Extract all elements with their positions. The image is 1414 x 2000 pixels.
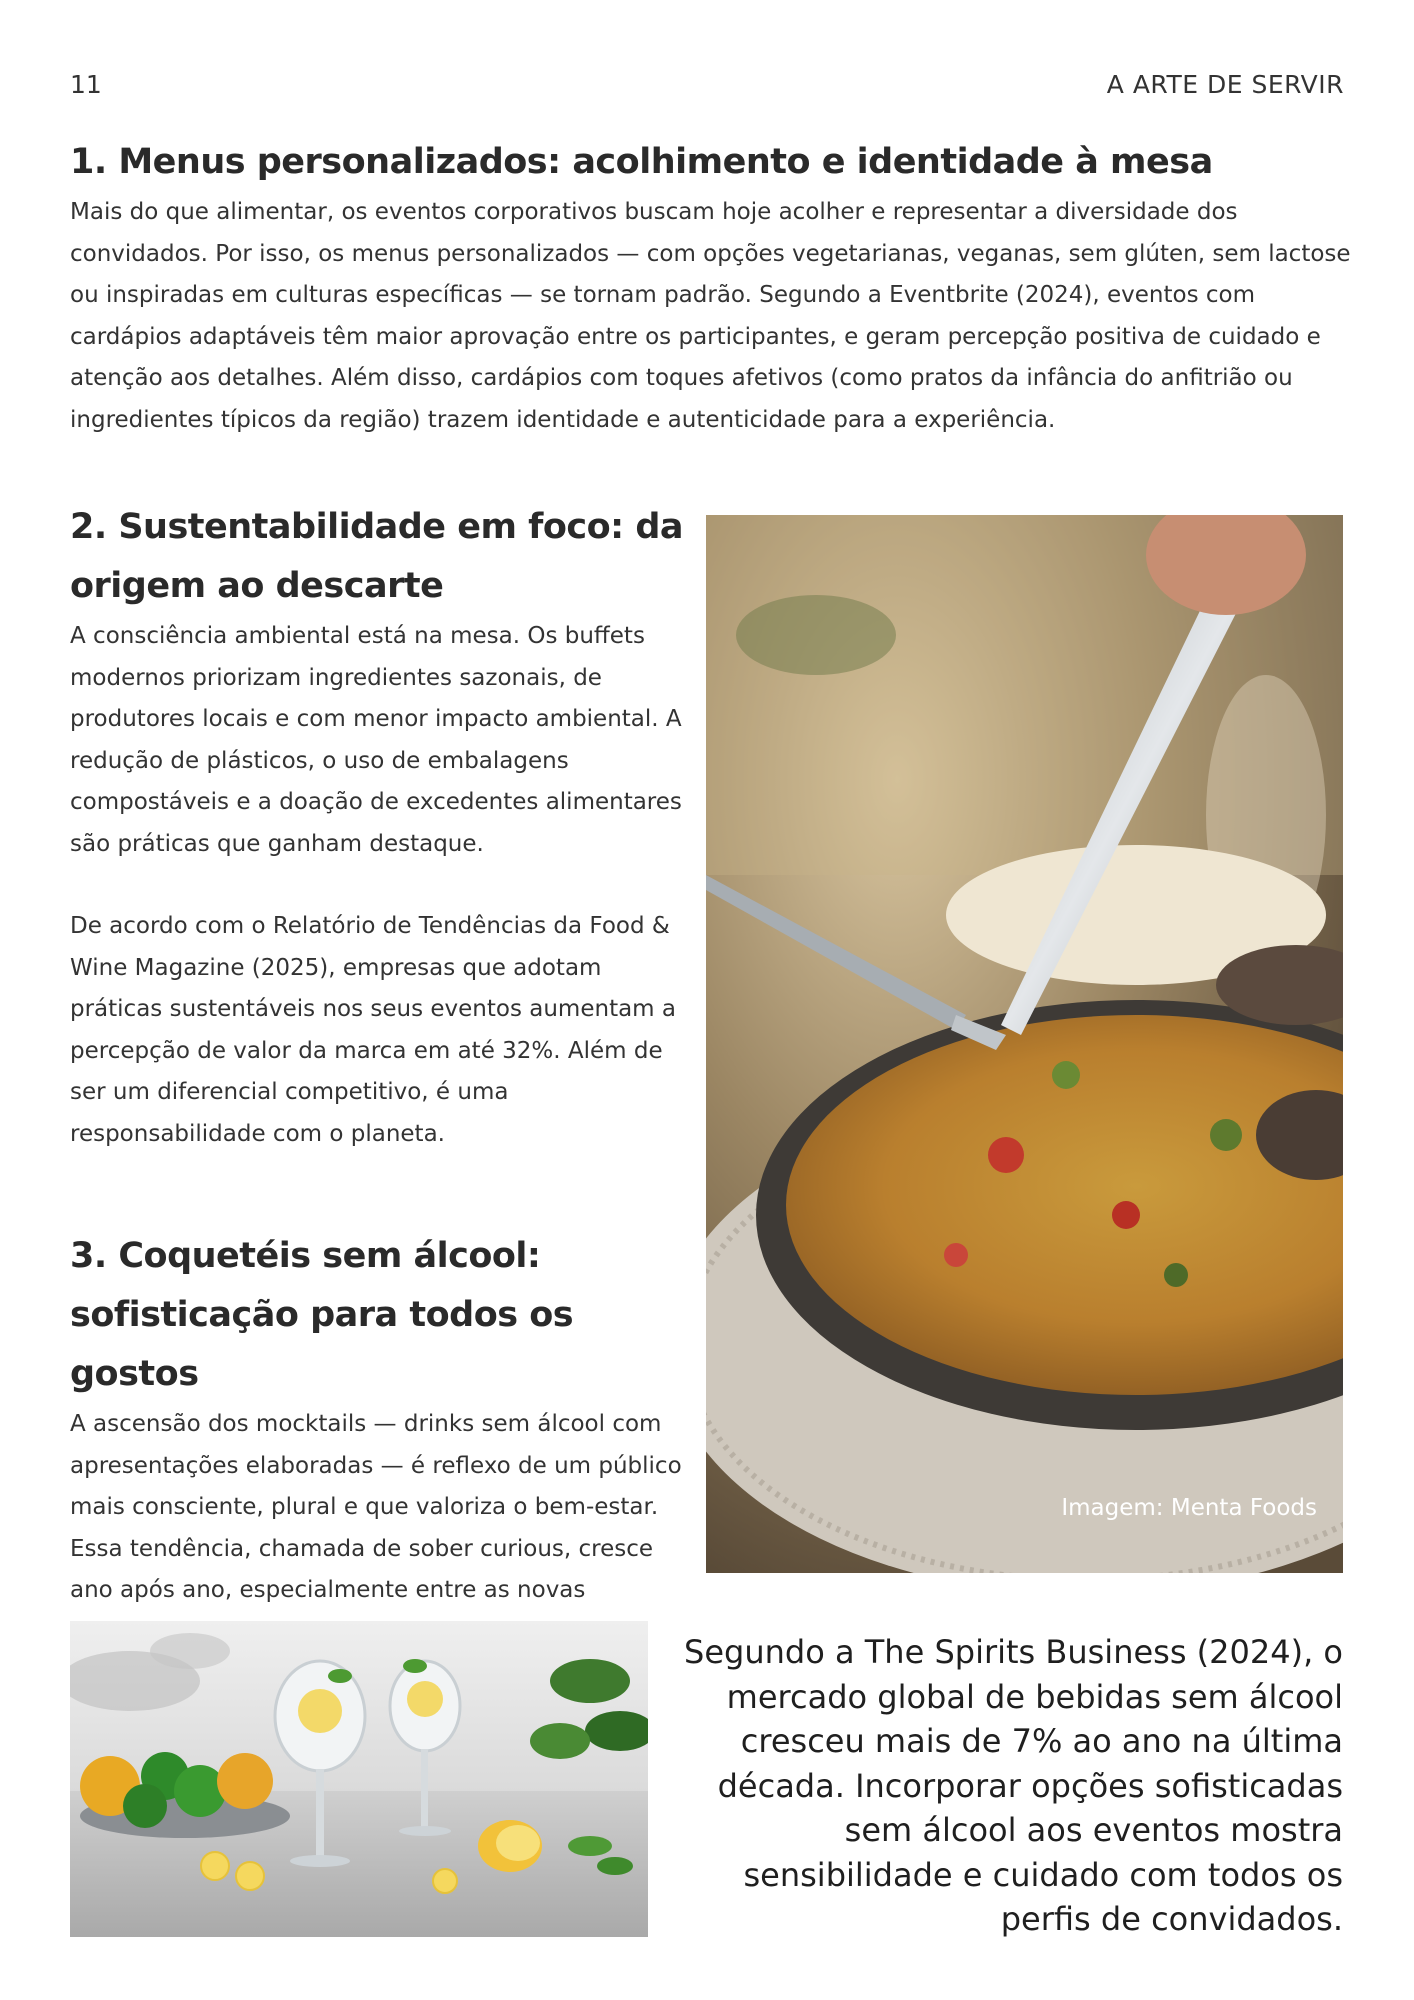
- section-3-body: A ascensão dos mocktails — drinks sem álcool com apresentações elaboradas — é reflexo de um público mais consciente, plural e que valoriza o bem-estar. Essa tendência, chamada de sober curious, cresce ano após ano, especialmente entre as novas: [70, 1411, 682, 1603]
- section-coqueteis-sem-alcool: [70, 1227, 690, 1653]
- pull-quote: Segundo a The Spirits Business (2024), o mercado global de bebidas sem álcool cresceu mais de 7% ao ano na última década. Incorporar opções sofisticadas sem álcool aos eventos mostra sensibilidade e cuidado com todos os perfis de convidados.: [684, 1633, 1343, 1938]
- page-number: 11: [70, 70, 102, 99]
- section-sustentabilidade: [70, 498, 690, 1155]
- food-photo: [706, 515, 1343, 1573]
- section-3-title-line-2: sofisticação para todos os gostos: [70, 1295, 574, 1394]
- section-1-title: 1. Menus personalizados: acolhimento e identidade à mesa: [70, 142, 1213, 182]
- mocktail-photo-illustration: [70, 1621, 648, 1937]
- section-2-title-line-1: 2. Sustentabilidade em foco: da: [70, 507, 684, 547]
- running-header: A ARTE DE SERVIR: [1106, 70, 1344, 99]
- section-1-body: Mais do que alimentar, os eventos corporativos buscam hoje acolher e representar a diversidade dos convidados. Por isso, os menus personalizados — com opções vegetarianas, veganas, sem glúten, sem lactose ou inspiradas em culturas específicas — se tornam padrão. Segundo a Eventbrite (2024), eventos com cardápios adaptáveis têm maior aprovação entre os participantes, e geram percepção positiva de cuidado e atenção aos detalhes. Além disso, cardápios com toques afetivos (como pratos da infância do anfitrião ou ingredientes típicos da região) trazem identidade e autenticidade para a experiência.: [70, 199, 1351, 433]
- mocktail-photo: [70, 1621, 648, 1937]
- photo-caption: Imagem: Menta Foods: [1061, 1495, 1317, 1521]
- food-photo-illustration: [706, 515, 1343, 1573]
- section-2-paragraph-1: A consciência ambiental está na mesa. Os buffets modernos priorizam ingredientes sazonais, de produtores locais e com menor impacto ambiental. A redução de plásticos, o uso de embalagens compostáveis e a doação de excedentes alimentares são práticas que ganham destaque.: [70, 623, 682, 857]
- section-menus-personalizados: [70, 133, 1360, 441]
- section-2-paragraph-2: De acordo com o Relatório de Tendências da Food & Wine Magazine (2025), empresas que adotam práticas sustentáveis nos seus eventos aumentam a percepção de valor da marca em até 32%. Além de ser um diferencial competitivo, é uma responsabilidade com o planeta.: [70, 913, 676, 1147]
- section-2-title-line-2: origem ao descarte: [70, 566, 444, 606]
- section-3-title-line-1: 3. Coquetéis sem álcool:: [70, 1236, 541, 1276]
